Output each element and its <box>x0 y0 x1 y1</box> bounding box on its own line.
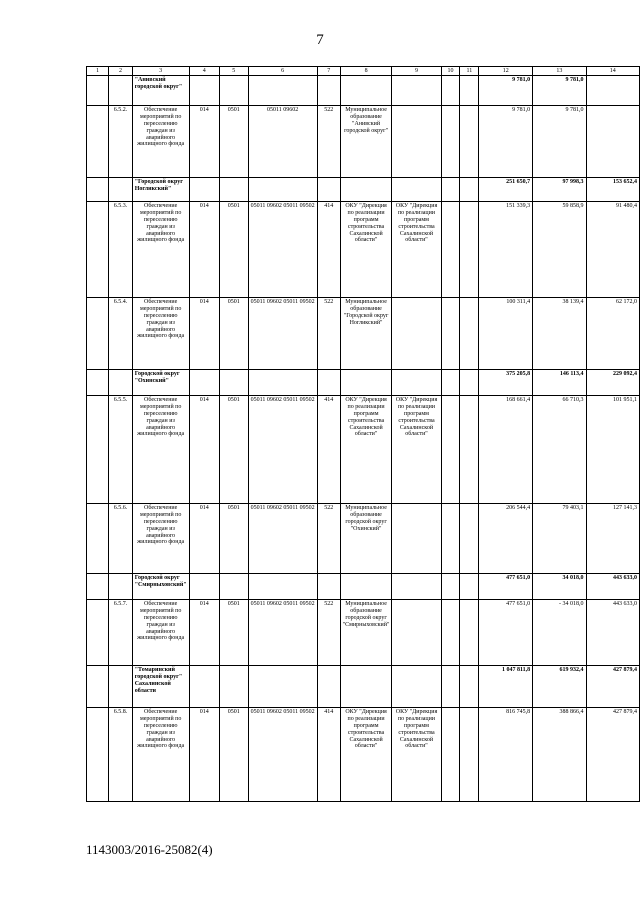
amount-col13: 619 932,4 <box>533 666 586 708</box>
amount-col13: 146 113,4 <box>533 370 586 396</box>
amount-col14: 127 141,3 <box>586 504 639 574</box>
target-article-code: 05011 09602 05011 09502 <box>248 202 317 298</box>
cell-empty <box>87 298 109 370</box>
expense-type-code: 522 <box>317 106 340 178</box>
ministry-code: 014 <box>189 106 219 178</box>
cell-empty <box>340 574 392 600</box>
amount-col13: 38 139,4 <box>533 298 586 370</box>
amount-col13: 9 781,0 <box>533 106 586 178</box>
cell-empty <box>441 396 460 504</box>
cell-empty <box>441 298 460 370</box>
cell-empty <box>340 76 392 106</box>
cell-empty <box>87 504 109 574</box>
target-article-code: 05011 09602 05011 09502 <box>248 600 317 666</box>
measure-name: Обеспечение мероприятий по переселению граждан из аварийного жилищного фонда <box>132 202 189 298</box>
cell-empty <box>109 574 132 600</box>
amount-col14 <box>586 76 639 106</box>
cell-empty <box>87 396 109 504</box>
customer: Муниципальное образование "Анивский городской округ" <box>340 106 392 178</box>
cell-empty <box>460 396 479 504</box>
target-article-code: 05011 09602 05011 09502 <box>248 396 317 504</box>
municipality-name: "Городской округ Ногликский" <box>132 178 189 202</box>
cell-empty <box>460 178 479 202</box>
executor: ОКУ "Дирекция по реализации программ строительства Сахалинской области" <box>392 202 441 298</box>
column-number: 2 <box>109 67 132 76</box>
amount-total: 206 544,4 <box>479 504 533 574</box>
cell-empty <box>189 666 219 708</box>
municipality-row <box>87 370 640 396</box>
column-number: 14 <box>586 67 639 76</box>
measure-number: 6.5.2. <box>109 106 132 178</box>
column-number: 6 <box>248 67 317 76</box>
expense-type-code: 522 <box>317 600 340 666</box>
expense-type-code: 414 <box>317 396 340 504</box>
cell-empty <box>460 202 479 298</box>
cell-empty <box>219 178 248 202</box>
column-number: 4 <box>189 67 219 76</box>
amount-col14: 427 879,4 <box>586 708 639 802</box>
column-number: 9 <box>392 67 441 76</box>
cell-empty <box>460 708 479 802</box>
cell-empty <box>460 106 479 178</box>
column-number: 8 <box>340 67 392 76</box>
amount-total: 477 651,0 <box>479 600 533 666</box>
measure-number: 6.5.8. <box>109 708 132 802</box>
cell-empty <box>441 202 460 298</box>
cell-empty <box>219 666 248 708</box>
cell-empty <box>340 370 392 396</box>
measure-name: Обеспечение мероприятий по переселению граждан из аварийного жилищного фонда <box>132 600 189 666</box>
cell-empty <box>441 178 460 202</box>
measure-name: Обеспечение мероприятий по переселению граждан из аварийного жилищного фонда <box>132 504 189 574</box>
column-number: 11 <box>460 67 479 76</box>
ministry-code: 014 <box>189 708 219 802</box>
cell-empty <box>189 574 219 600</box>
cell-empty <box>460 504 479 574</box>
amount-total: 9 781,0 <box>479 76 533 106</box>
measure-number: 6.5.3. <box>109 202 132 298</box>
section-code: 0501 <box>219 106 248 178</box>
ministry-code: 014 <box>189 504 219 574</box>
amount-col13: - 34 018,0 <box>533 600 586 666</box>
customer: ОКУ "Дирекция по реализации программ строительства Сахалинской области" <box>340 202 392 298</box>
cell-empty <box>460 574 479 600</box>
amount-col14: 62 172,0 <box>586 298 639 370</box>
cell-empty <box>189 76 219 106</box>
cell-empty <box>219 574 248 600</box>
cell-empty <box>248 666 317 708</box>
cell-empty <box>189 178 219 202</box>
column-number: 3 <box>132 67 189 76</box>
amount-col13: 79 403,1 <box>533 504 586 574</box>
amount-total: 251 650,7 <box>479 178 533 202</box>
amount-col13: 97 998,3 <box>533 178 586 202</box>
measure-number: 6.5.6. <box>109 504 132 574</box>
amount-col14: 229 092,4 <box>586 370 639 396</box>
cell-empty <box>87 178 109 202</box>
cell-empty <box>340 666 392 708</box>
measure-name: Обеспечение мероприятий по переселению граждан из аварийного жилищного фонда <box>132 106 189 178</box>
target-article-code: 05011 09602 <box>248 106 317 178</box>
target-article-code: 05011 09602 05011 09502 <box>248 298 317 370</box>
customer: Муниципальное образование городской округ "Охинский" <box>340 504 392 574</box>
cell-empty <box>460 298 479 370</box>
measure-row <box>87 708 640 802</box>
cell-empty <box>441 76 460 106</box>
customer: Муниципальное образование городской округ "Смирныховский" <box>340 600 392 666</box>
municipality-row <box>87 76 640 106</box>
municipality-name: "Томаринский городской округ" Сахалинской области <box>132 666 189 708</box>
executor: ОКУ "Дирекция по реализации программ строительства Сахалинской области" <box>392 708 441 802</box>
amount-total: 9 781,0 <box>479 106 533 178</box>
amount-total: 168 661,4 <box>479 396 533 504</box>
cell-empty <box>248 370 317 396</box>
ministry-code: 014 <box>189 202 219 298</box>
cell-empty <box>317 76 340 106</box>
municipality-name: "Анивский городской округ" <box>132 76 189 106</box>
cell-empty <box>441 600 460 666</box>
cell-empty <box>87 76 109 106</box>
budget-table <box>86 66 640 802</box>
section-code: 0501 <box>219 600 248 666</box>
cell-empty <box>441 370 460 396</box>
amount-total: 375 205,8 <box>479 370 533 396</box>
column-number-row <box>87 67 640 76</box>
municipality-row <box>87 574 640 600</box>
cell-empty <box>392 370 441 396</box>
section-code: 0501 <box>219 504 248 574</box>
measure-name: Обеспечение мероприятий по переселению граждан из аварийного жилищного фонда <box>132 396 189 504</box>
section-code: 0501 <box>219 202 248 298</box>
amount-total: 100 311,4 <box>479 298 533 370</box>
measure-name: Обеспечение мероприятий по переселению граждан из аварийного жилищного фонда <box>132 708 189 802</box>
cell-empty <box>392 178 441 202</box>
amount-col14: 443 633,0 <box>586 600 639 666</box>
measure-row <box>87 106 640 178</box>
measure-number: 6.5.4. <box>109 298 132 370</box>
cell-empty <box>317 666 340 708</box>
column-number: 10 <box>441 67 460 76</box>
expense-type-code: 522 <box>317 298 340 370</box>
amount-col13: 388 866,4 <box>533 708 586 802</box>
cell-empty <box>317 178 340 202</box>
column-number: 7 <box>317 67 340 76</box>
municipality-name: Городской округ "Охинский" <box>132 370 189 396</box>
cell-empty <box>441 666 460 708</box>
cell-empty <box>460 600 479 666</box>
measure-row <box>87 600 640 666</box>
amount-col14: 91 480,4 <box>586 202 639 298</box>
amount-col13: 66 710,3 <box>533 396 586 504</box>
cell-empty <box>460 370 479 396</box>
amount-col13: 9 781,0 <box>533 76 586 106</box>
section-code: 0501 <box>219 708 248 802</box>
expense-type-code: 414 <box>317 202 340 298</box>
cell-empty <box>219 370 248 396</box>
amount-col14: 153 652,4 <box>586 178 639 202</box>
expense-type-code: 522 <box>317 504 340 574</box>
municipality-name: Городской округ "Смирныховский" <box>132 574 189 600</box>
amount-col14: 101 951,1 <box>586 396 639 504</box>
section-code: 0501 <box>219 396 248 504</box>
cell-empty <box>317 574 340 600</box>
amount-total: 1 047 811,8 <box>479 666 533 708</box>
cell-empty <box>219 76 248 106</box>
amount-total: 151 339,3 <box>479 202 533 298</box>
cell-empty <box>189 370 219 396</box>
cell-empty <box>392 574 441 600</box>
cell-empty <box>317 370 340 396</box>
measure-number: 6.5.5. <box>109 396 132 504</box>
ministry-code: 014 <box>189 298 219 370</box>
column-number: 5 <box>219 67 248 76</box>
cell-empty <box>87 708 109 802</box>
customer: ОКУ "Дирекция по реализации программ строительства Сахалинской области" <box>340 708 392 802</box>
cell-empty <box>441 574 460 600</box>
cell-empty <box>87 202 109 298</box>
customer: ОКУ "Дирекция по реализации программ строительства Сахалинской области" <box>340 396 392 504</box>
cell-empty <box>248 178 317 202</box>
target-article-code: 05011 09602 05011 09502 <box>248 708 317 802</box>
measure-row <box>87 202 640 298</box>
column-number: 1 <box>87 67 109 76</box>
measure-number: 6.5.7. <box>109 600 132 666</box>
cell-empty <box>248 574 317 600</box>
target-article-code: 05011 09602 05011 09502 <box>248 504 317 574</box>
cell-empty <box>87 106 109 178</box>
column-number: 13 <box>533 67 586 76</box>
amount-col13: 59 858,9 <box>533 202 586 298</box>
page-number: 7 <box>316 32 324 48</box>
executor: ОКУ "Дирекция по реализации программ строительства Сахалинской области" <box>392 396 441 504</box>
cell-empty <box>87 600 109 666</box>
cell-empty <box>460 76 479 106</box>
cell-empty <box>340 178 392 202</box>
amount-col14: 427 879,4 <box>586 666 639 708</box>
ministry-code: 014 <box>189 396 219 504</box>
cell-empty <box>87 574 109 600</box>
measure-row <box>87 298 640 370</box>
cell-empty <box>392 666 441 708</box>
cell-empty <box>87 370 109 396</box>
cell-empty <box>392 76 441 106</box>
amount-total: 816 745,8 <box>479 708 533 802</box>
cell-empty <box>441 504 460 574</box>
measure-row <box>87 396 640 504</box>
expense-type-code: 414 <box>317 708 340 802</box>
column-number: 12 <box>479 67 533 76</box>
executor <box>392 106 441 178</box>
cell-empty <box>109 666 132 708</box>
amount-col13: 34 018,0 <box>533 574 586 600</box>
cell-empty <box>441 708 460 802</box>
cell-empty <box>109 76 132 106</box>
cell-empty <box>109 370 132 396</box>
document-code: 1143003/2016-25082(4) <box>86 842 213 857</box>
amount-col14: 443 633,0 <box>586 574 639 600</box>
cell-empty <box>87 666 109 708</box>
municipality-row <box>87 178 640 202</box>
amount-col14 <box>586 106 639 178</box>
measure-row <box>87 504 640 574</box>
customer: Муниципальное образование "Городской округ Ногликский" <box>340 298 392 370</box>
municipality-row <box>87 666 640 708</box>
executor <box>392 600 441 666</box>
section-code: 0501 <box>219 298 248 370</box>
measure-name: Обеспечение мероприятий по переселению граждан из аварийного жилищного фонда <box>132 298 189 370</box>
cell-empty <box>109 178 132 202</box>
ministry-code: 014 <box>189 600 219 666</box>
executor <box>392 298 441 370</box>
amount-total: 477 651,0 <box>479 574 533 600</box>
cell-empty <box>248 76 317 106</box>
executor <box>392 504 441 574</box>
cell-empty <box>441 106 460 178</box>
cell-empty <box>460 666 479 708</box>
